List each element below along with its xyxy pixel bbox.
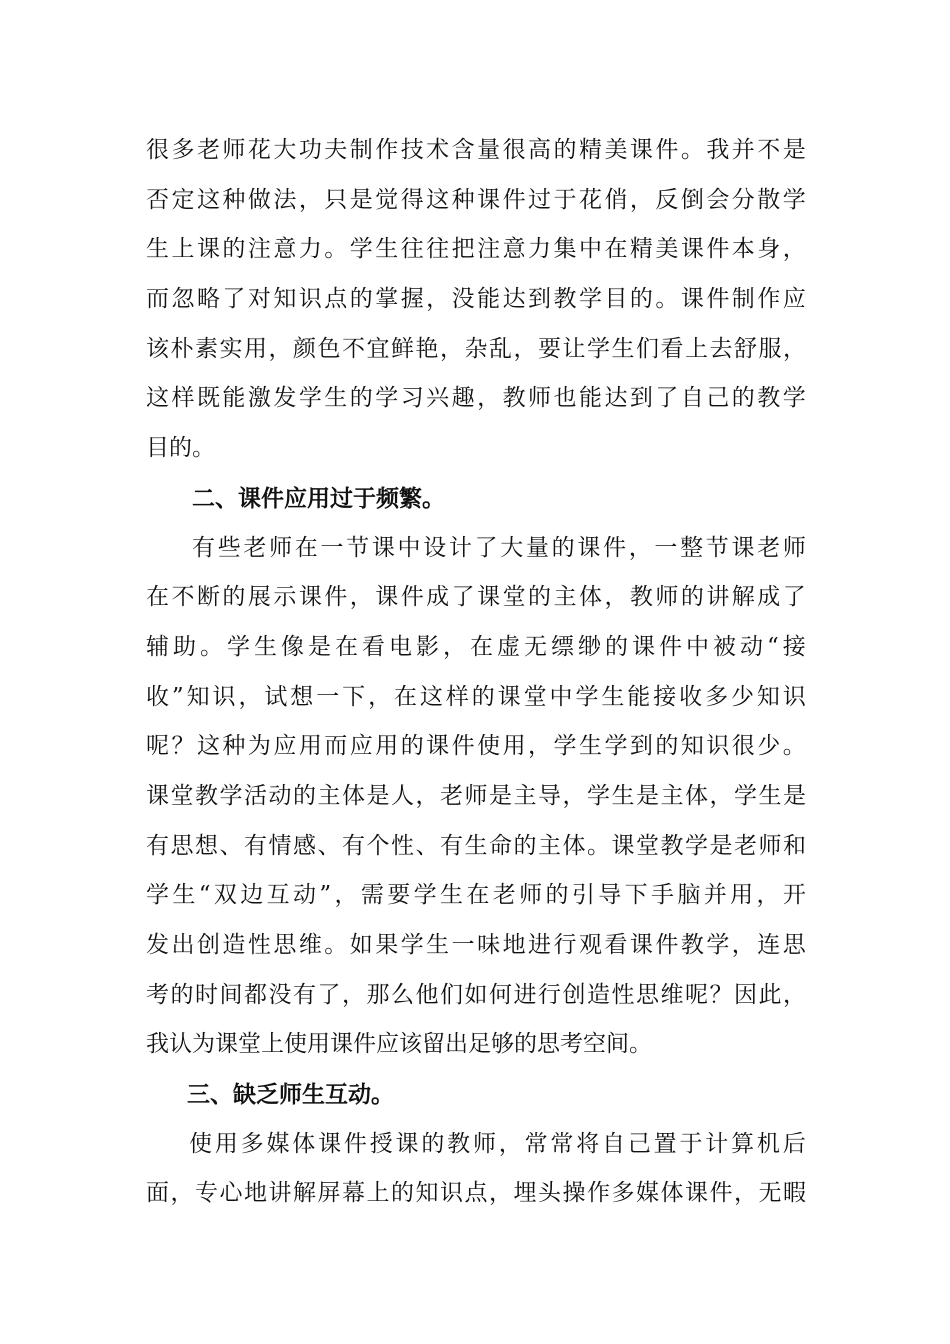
paragraph-line: 生 上 课 的 注 意 力 。 学 生 往 往 把 注 意 力 集 中 在 精 美 课 件 本 身 ， xyxy=(146,236,806,263)
paragraph-line: 辅 助 。 学 生 像 是 在 看 电 影 ， 在 虚 无 缥 缈 的 课 件 中 被 动 “ 接 xyxy=(146,633,806,660)
paragraph-line: 目的。 xyxy=(146,435,215,462)
paragraph-line: 使 用 多 媒 体 课 件 授 课 的 教 师 ， 常 常 将 自 己 置 于 计 算 机 后 xyxy=(189,1130,806,1157)
paragraph-line: 呢 ？ 这 种 为 应 用 而 应 用 的 课 件 使 用 ， 学 生 学 到 的 知 识 很 少 。 xyxy=(146,733,806,760)
paragraph-line: 考 的 时 间 都 没 有 了 ， 那 么 他 们 如 何 进 行 创 造 性 思 维 呢 ？ 因 此 ， xyxy=(146,981,806,1008)
paragraph-line: 该 朴 素 实 用 ， 颜 色 不 宜 鲜 艳 ， 杂 乱 ， 要 让 学 生 们 看 上 去 舒 服 ， xyxy=(146,335,806,362)
paragraph-line: 有 些 老 师 在 一 节 课 中 设 计 了 大 量 的 课 件 ， 一 整 节 课 老 师 xyxy=(192,534,806,561)
paragraph-line: 收 ” 知 识 ， 试 想 一 下 ， 在 这 样 的 课 堂 中 学 生 能 接 收 多 少 知 识 xyxy=(146,683,806,710)
paragraph-line: 有 思 想 、 有 情 感 、 有 个 性 、 有 生 命 的 主 体 。 课 堂 教 学 是 老 师 和 xyxy=(146,832,806,859)
paragraph-line: 我认为课堂上使用课件应该留出足够的思考空间。 xyxy=(146,1031,652,1058)
paragraph-line: 而 忽 略 了 对 知 识 点 的 掌 握 ， 没 能 达 到 教 学 目 的 。 课 件 制 作 应 xyxy=(146,286,806,313)
paragraph-line: 在 不 断 的 展 示 课 件 ， 课 件 成 了 课 堂 的 主 体 ， 教 师 的 讲 解 成 了 xyxy=(146,584,806,611)
paragraph-line: 很 多 老 师 花 大 功 夫 制 作 技 术 含 量 很 高 的 精 美 课 件 。 我 并 不 是 xyxy=(146,137,806,163)
paragraph-line: 学 生 “ 双 边 互 动 ” ， 需 要 学 生 在 老 师 的 引 导 下 手 脑 并 用 ， 开 xyxy=(146,882,806,909)
paragraph-line: 课 堂 教 学 活 动 的 主 体 是 人 ， 老 师 是 主 导 ， 学 生 是 主 体 ， 学 生 是 xyxy=(146,782,806,809)
paragraph-line: 否 定 这 种 做 法 ， 只 是 觉 得 这 种 课 件 过 于 花 俏 ， 反 倒 会 分 散 学 xyxy=(146,186,806,213)
paragraph-line: 面 ， 专 心 地 讲 解 屏 幕 上 的 知 识 点 ， 埋 头 操 作 多 媒 体 课 件 ， 无 暇 xyxy=(146,1180,806,1207)
section-heading: 二、课件应用过于频繁。 xyxy=(192,484,445,512)
section-heading: 三、缺乏师生互动。 xyxy=(187,1081,394,1109)
paragraph-line: 发 出 创 造 性 思 维 。 如 果 学 生 一 味 地 进 行 观 看 课 件 教 学 ， 连 思 xyxy=(146,932,806,958)
document-body xyxy=(146,126,806,1219)
paragraph-line: 这 样 既 能 激 发 学 生 的 学 习 兴 趣 ， 教 师 也 能 达 到 了 自 己 的 教 学 xyxy=(146,385,806,412)
